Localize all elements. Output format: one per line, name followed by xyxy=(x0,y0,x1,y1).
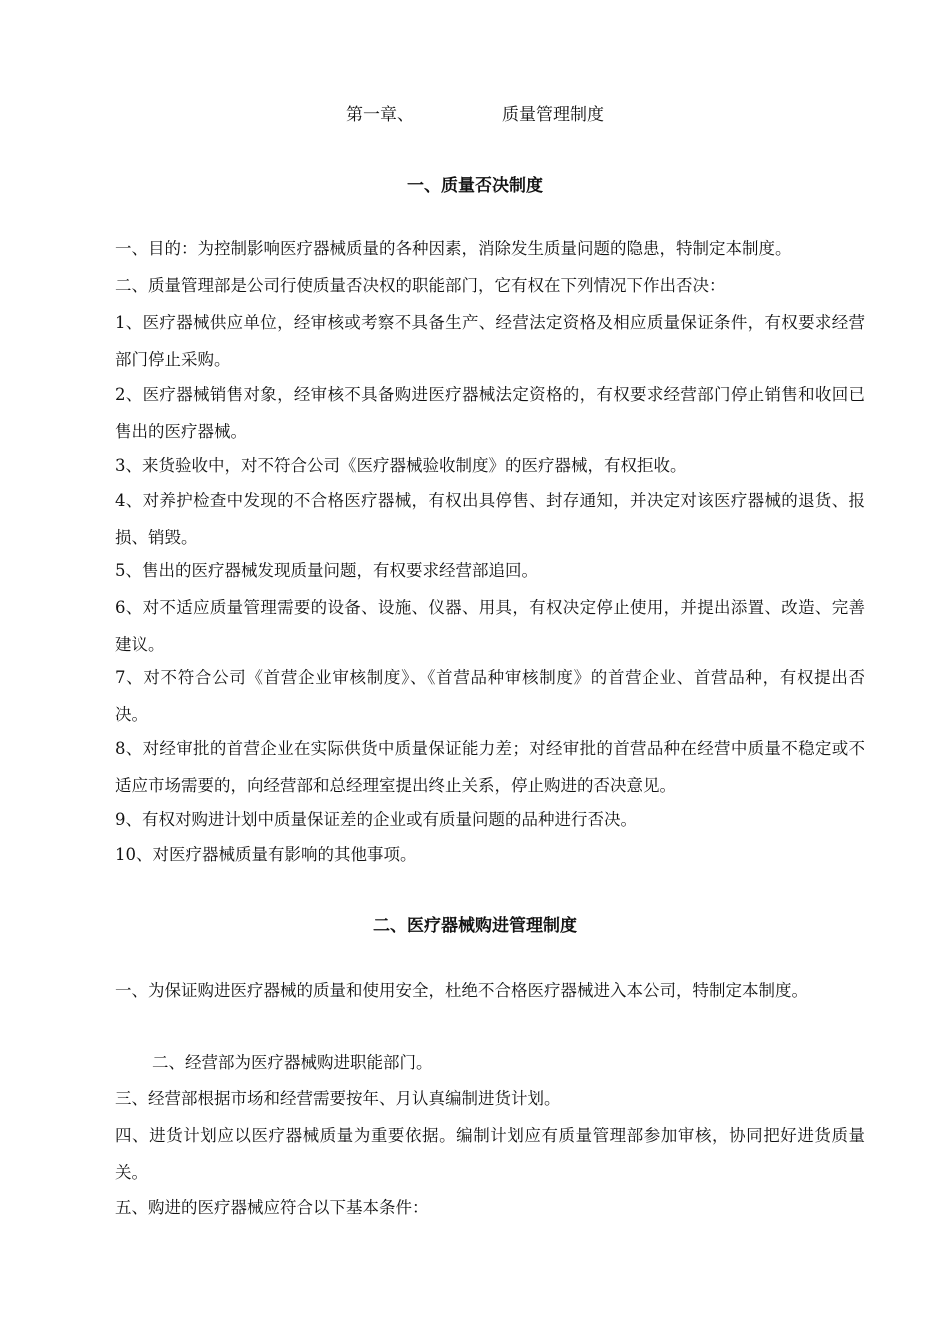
paragraph: 6、对不适应质量管理需要的设备、设施、仪器、用具，有权决定停止使用，并提出添置、改造、完善建议。 xyxy=(115,598,865,654)
paragraph: 8、对经审批的首营企业在实际供货中质量保证能力差；对经审批的首营品种在经营中质量不稳定或不适应市场需要的，向经营部和总经理室提出终止关系，停止购进的否决意见。 xyxy=(115,739,865,795)
section-heading-quality-veto: 一、质量否决制度 xyxy=(407,176,543,196)
paragraph: 三、经营部根据市场和经营需要按年、月认真编制进货计划。 xyxy=(115,1089,561,1108)
paragraph: 2、医疗器械销售对象，经审核不具备购进医疗器械法定资格的，有权要求经营部门停止销售和收回已售出的医疗器械。 xyxy=(115,385,865,441)
paragraph: 3、来货验收中，对不符合公司《医疗器械验收制度》的医疗器械，有权拒收。 xyxy=(115,456,687,475)
paragraph: 10、对医疗器械质量有影响的其他事项。 xyxy=(115,845,417,864)
paragraph: 1、医疗器械供应单位，经审核或考察不具备生产、经营法定资格及相应质量保证条件，有权要求经营部门停止采购。 xyxy=(115,313,865,369)
paragraph: 二、经营部为医疗器械购进职能部门。 xyxy=(152,1053,433,1072)
paragraph: 一、为保证购进医疗器械的质量和使用安全，杜绝不合格医疗器械进入本公司，特制定本制度。 xyxy=(115,981,808,1000)
paragraph: 4、对养护检查中发现的不合格医疗器械，有权出具停售、封存通知，并决定对该医疗器械的退货、报损、销毁。 xyxy=(115,491,865,547)
paragraph: 四、进货计划应以医疗器械质量为重要依据。编制计划应有质量管理部参加审核，协同把好进货质量关。 xyxy=(115,1126,865,1182)
paragraph: 9、有权对购进计划中质量保证差的企业或有质量问题的品种进行否决。 xyxy=(115,810,637,829)
chapter-name: 质量管理制度 xyxy=(502,105,604,125)
paragraph: 5、售出的医疗器械发现质量问题，有权要求经营部追回。 xyxy=(115,561,538,580)
paragraph: 一、目的：为控制影响医疗器械质量的各种因素，消除发生质量问题的隐患，特制定本制度。 xyxy=(115,239,792,258)
chapter-number: 第一章、 xyxy=(346,105,414,125)
paragraph: 7、对不符合公司《首营企业审核制度》、《首营品种审核制度》的首营企业、首营品种，有权提出否决。 xyxy=(115,668,865,724)
section-heading-purchase-management: 二、医疗器械购进管理制度 xyxy=(373,916,577,936)
paragraph: 五、购进的医疗器械应符合以下基本条件： xyxy=(115,1198,429,1217)
paragraph: 二、质量管理部是公司行使质量否决权的职能部门，它有权在下列情况下作出否决： xyxy=(115,276,726,295)
chapter-title xyxy=(0,100,950,125)
